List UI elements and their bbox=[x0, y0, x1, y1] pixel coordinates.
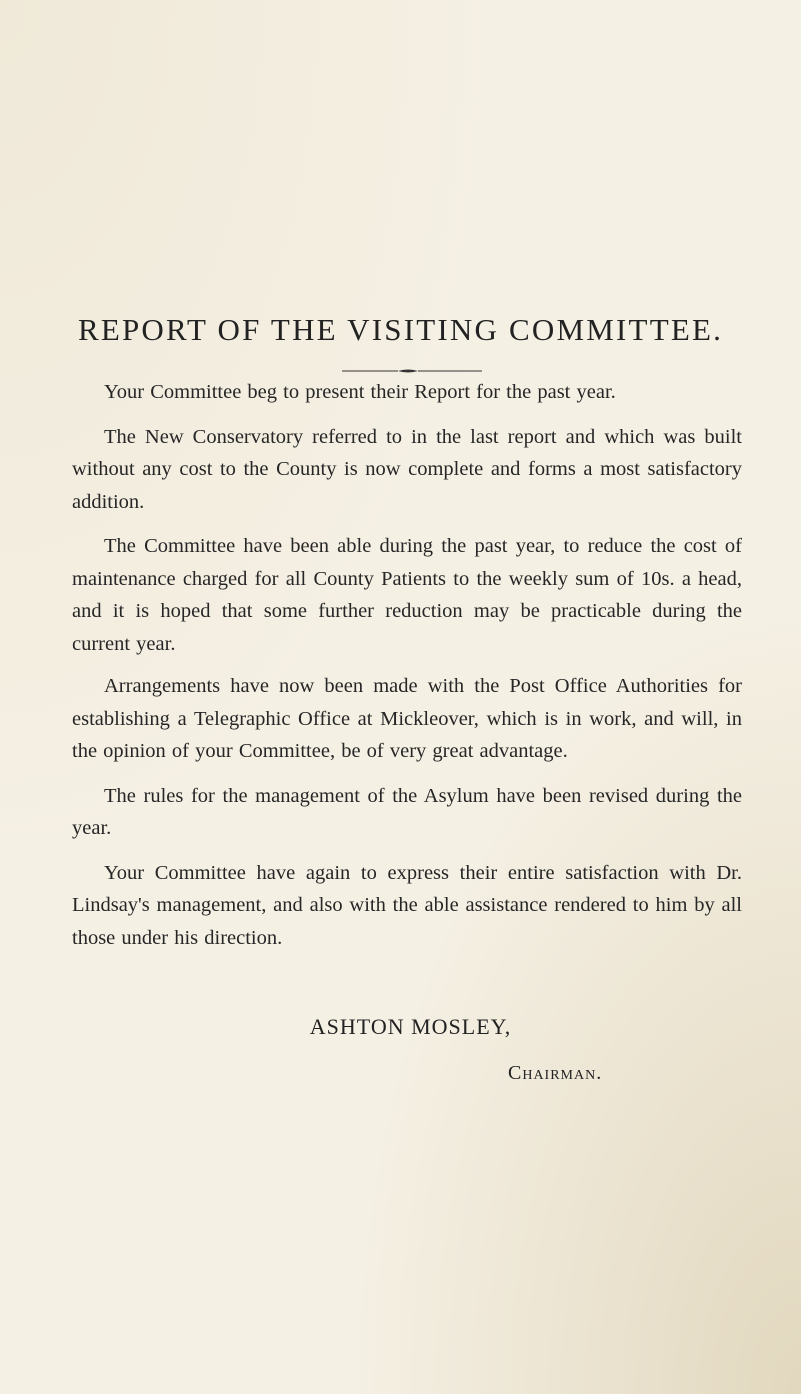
report-body bbox=[72, 376, 742, 966]
paragraph-maintenance: The Committee have been able during the past year, to reduce the cost of maintenance charged for all County Patients to the weekly sum of 10s. a head, and it is hoped that some further reduction may be practicable during the current year. bbox=[72, 535, 742, 655]
title-ornament-rule bbox=[342, 368, 482, 374]
paragraph-telegraph: Arrangements have now been made with the Post Office Authorities for establishing a Telegraphic Office at Mickleover, which is in work, and will, in the opinion of your Committee, be of very great advantage. bbox=[72, 675, 742, 762]
document-title: REPORT OF THE VISITING COMMITTEE. bbox=[77, 312, 724, 347]
signature-name: ASHTON MOSLEY, bbox=[309, 1014, 512, 1039]
signature-title: Chairman. bbox=[508, 1062, 603, 1084]
paragraph-satisfaction: Your Committee have again to express their entire satisfaction with Dr. Lindsay's management, and also with the able assistance rendered to him by all those under his direction. bbox=[72, 861, 742, 949]
paragraph-conservatory: The New Conservatory referred to in the last report and which was built without any cost to the County is now complete and forms a most satisfactory addition. bbox=[72, 425, 742, 513]
paragraph-rules: The rules for the management of the Asylum have been revised during the year. bbox=[72, 784, 742, 839]
paragraph-intro: Your Committee beg to present their Report for the past year. bbox=[104, 381, 616, 403]
